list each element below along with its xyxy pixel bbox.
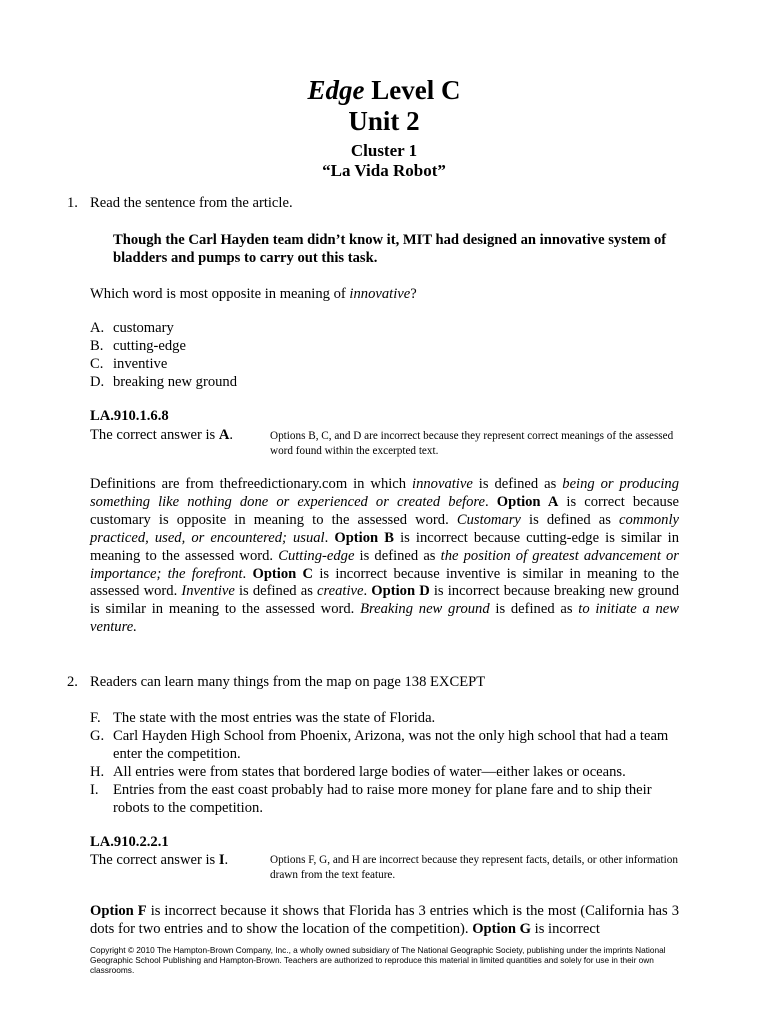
question-2-standard: LA.910.2.2.1 <box>90 834 169 850</box>
option-a-text: customary <box>113 320 174 336</box>
question-2-answer: The correct answer is I. <box>90 852 229 868</box>
question-1-standard: LA.910.1.6.8 <box>90 408 169 424</box>
unit-heading: Unit 2 <box>348 106 420 136</box>
question-1-explanation: Definitions are from thefreedictionary.com in which innovative is defined as being or producing something like nothing done or experienced or created before. Option A is correct because customary is opposite in meaning to the assessed word. Customary is defined as commonly practiced, used, or encountered; usual. Option B is incorrect because cutting-edge is similar in meaning to the assessed word. Cutting-edge is defined as the position of greatest advancement or importance; the forefront. Option C is incorrect because inventive is similar in meaning to the assessed word. Inventive is defined as creative. Option D is incorrect because breaking new ground is similar in meaning to the assessed word. Breaking new ground is defined as to initiate a new venture. <box>90 476 680 636</box>
question-1-number: 1. <box>67 195 78 211</box>
question-2-number: 2. <box>67 674 78 690</box>
option-f-text: The state with the most entries was the state of Florida. <box>113 710 436 726</box>
copyright-footer: Copyright © 2010 The Hampton-Brown Company, Inc., a wholly owned subsidiary of The National Geographic Society, publishing under the imprints National Geographic School Publishing and Hampton-Brown. Teachers are authorized to reproduce this material in limited quantities and solely for use in their own classrooms. <box>90 945 666 975</box>
option-b-text: cutting-edge <box>113 338 186 354</box>
cluster-heading: Cluster 1 <box>350 141 418 160</box>
question-1-answer: The correct answer is A. <box>90 427 234 443</box>
question-2-prompt: Readers can learn many things from the map on page 138 EXCEPT <box>90 674 486 690</box>
question-1-stem: Which word is most opposite in meaning of innovative? <box>90 286 417 302</box>
question-1-quote: Though the Carl Hayden team didn’t know it, MIT had designed an innovative system of bladders and pumps to carry out this task. <box>113 232 667 266</box>
option-i-letter: I. <box>90 782 99 798</box>
option-c-letter: C. <box>90 356 104 372</box>
option-d-letter: D. <box>90 374 105 390</box>
option-h-letter: H. <box>90 764 105 780</box>
option-b-letter: B. <box>90 338 104 354</box>
option-g-text: Carl Hayden High School from Phoenix, Arizona, was not the only high school that had a team enter the competition. <box>113 728 669 762</box>
option-c-text: inventive <box>113 356 168 372</box>
question-1-prompt: Read the sentence from the article. <box>90 195 293 211</box>
story-title: “La Vida Robot” <box>322 161 446 180</box>
option-i-text: Entries from the east coast probably had to raise more money for plane fare and to ship their robots to the competition. <box>113 782 652 816</box>
option-g-letter: G. <box>90 728 105 744</box>
question-2-note: Options F, G, and H are incorrect because they represent facts, details, or other information drawn from the text feature. <box>270 854 678 881</box>
option-d-text: breaking new ground <box>113 374 238 390</box>
option-f-letter: F. <box>90 710 101 726</box>
option-h-text: All entries were from states that bordered large bodies of water—either lakes or oceans. <box>113 764 626 780</box>
option-a-letter: A. <box>90 320 105 336</box>
question-1-note: Options B, C, and D are incorrect because they represent correct meanings of the assessed word found within the excerpted text. <box>270 430 674 457</box>
document-title: Edge Level C <box>307 75 461 105</box>
document-header <box>0 74 768 181</box>
question-2-explanation: Option F is incorrect because it shows that Florida has 3 entries which is the most (California has 3 dots for two entries and to show the location of the competition). Option G is incorrect <box>90 903 679 937</box>
